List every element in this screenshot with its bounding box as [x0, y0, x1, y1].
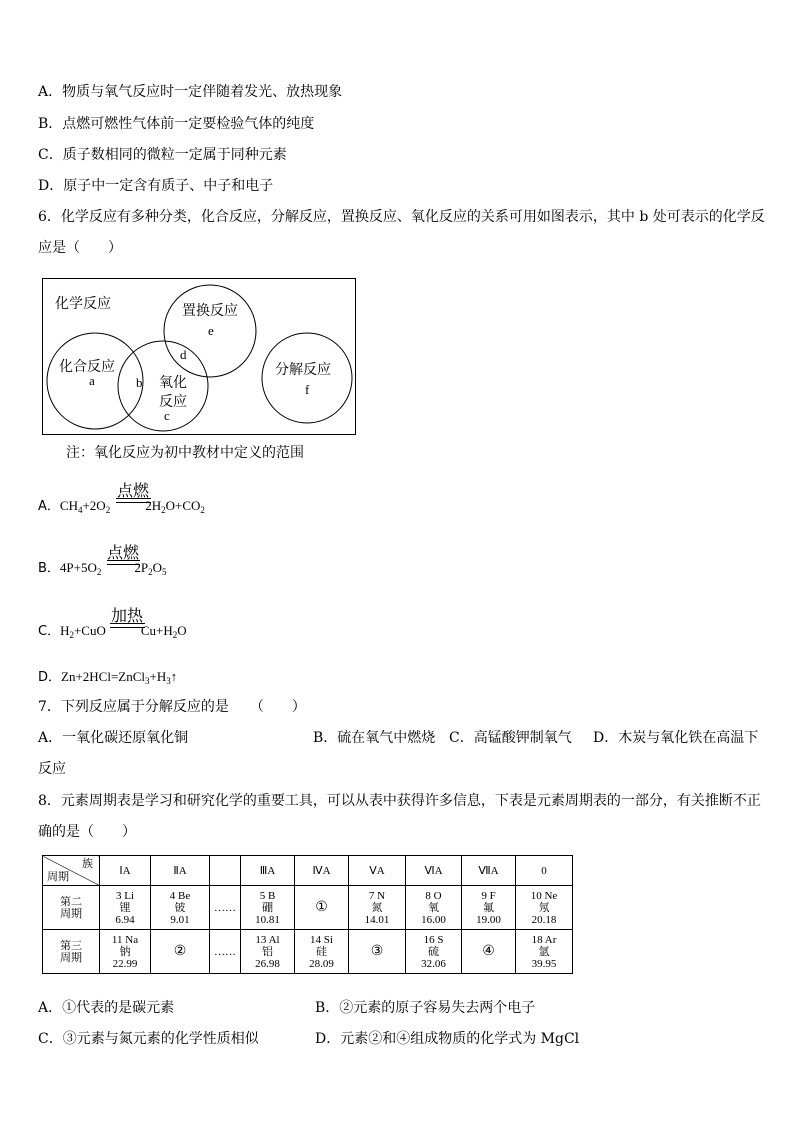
q6-stem-line2: 应是（ ）: [38, 240, 122, 256]
venn-combination-label: 化合反应: [59, 359, 115, 375]
pt-cell-al: 13 Al 铝 26.98: [241, 930, 295, 974]
venn-c: c: [164, 408, 170, 423]
pt-cell-ne: 10 Ne 氖 20.18: [516, 886, 573, 930]
pt-cell-unknown-4: ④: [462, 930, 516, 974]
pt-group-header: ⅥA: [406, 856, 462, 886]
venn-oxidation-label-2: 反应: [159, 394, 187, 410]
q6-c-equal-sign: [110, 623, 145, 628]
q6-option-d: D．$Zn+2HCl=ZnCl_3+H_3↑$: [38, 669, 178, 686]
pt-cell-unknown-2: ②: [151, 930, 210, 974]
q7-option-d-cont: 反应: [38, 761, 66, 777]
q8-option-d: D．元素②和④组成物质的化学式为 MgCl: [315, 1031, 580, 1047]
pt-cell-o: 8 O 氧 16.00: [406, 886, 462, 930]
q8-stem-line1: 8．元素周期表是学习和研究化学的重要工具，可以从表中获得许多信息，下表是元素周期表的一部分，有关推断不正: [38, 793, 761, 809]
periodic-table: [42, 855, 573, 974]
q6-option-a: A．$CH_4+2O_2$ $2H_2O+CO_2$: [38, 498, 205, 515]
q6-b-condition: 点燃: [107, 543, 140, 562]
pt-cell-b: 5 B 硼 10.81: [241, 886, 295, 930]
pt-corner-group: 族: [82, 858, 93, 870]
pt-cell-n: 7 N 氮 14.01: [349, 886, 406, 930]
pt-group-header: ⅤA: [349, 856, 406, 886]
pt-corner-period: 周期: [47, 871, 69, 883]
pt-cell-unknown-3: ③: [349, 930, 406, 974]
pt-group-header: ⅣA: [295, 856, 349, 886]
q6-option-b: B．$4P+5O_2$ $2P_2O_5$: [38, 560, 167, 577]
q7-stem: 7．下列反应属于分解反应的是 （ ）: [38, 699, 306, 715]
pt-period-label: 第三 周期: [43, 930, 100, 974]
q7-option-a: A．一氧化碳还原氧化铜: [38, 730, 189, 746]
pt-period-label: 第二 周期: [43, 886, 100, 930]
q6-a-condition: 点燃: [117, 481, 150, 500]
pt-cell-s: 16 S 硫 32.06: [406, 930, 462, 974]
venn-outer-label: 化学反应: [55, 296, 111, 312]
pt-header-row: [43, 856, 573, 886]
q6-b-equal-sign: [107, 560, 140, 565]
q7-option-d: D．木炭与氧化铁在高温下: [593, 730, 759, 746]
venn-e: e: [208, 323, 214, 338]
q8-stem-line2: 确的是（ ）: [38, 824, 136, 840]
q5-option-a: A．物质与氧气反应时一定伴随着发光、放热现象: [38, 84, 343, 100]
venn-f: f: [305, 382, 310, 397]
pt-row-period-3: [43, 930, 573, 974]
venn-oxidation-label-1: 氧化: [159, 375, 187, 391]
pt-cell-ellipsis: ……: [210, 886, 241, 930]
pt-group-header: 0: [516, 856, 573, 886]
venn-diagram: [42, 278, 356, 435]
q7-option-b: B．硫在氧气中燃烧: [313, 730, 436, 746]
venn-substitution-label: 置换反应: [182, 303, 238, 319]
pt-cell-ellipsis: ……: [210, 930, 241, 974]
venn-d: d: [180, 347, 187, 362]
q8-option-c: C．③元素与氮元素的化学性质相似: [38, 1031, 259, 1047]
pt-cell-unknown-1: ①: [295, 886, 349, 930]
pt-cell-na: 11 Na 钠 22.99: [100, 930, 151, 974]
venn-a: a: [89, 373, 95, 388]
q6-stem-line1: 6．化学反应有多种分类，化合反应，分解反应，置换反应、氧化反应的关系可用如图表示，其中 b 处可表示的化学反: [38, 209, 765, 225]
pt-cell-f: 9 F 氟 19.00: [462, 886, 516, 930]
pt-cell-be: 4 Be 铍 9.01: [151, 886, 210, 930]
pt-group-header: ⅡA: [151, 856, 210, 886]
pt-group-header: ⅢA: [241, 856, 295, 886]
venn-note: 注：氧化反应为初中教材中定义的范围: [66, 445, 304, 461]
pt-cell-li: 3 Li 锂 6.94: [100, 886, 151, 930]
q5-option-b: B．点燃可燃性气体前一定要检验气体的纯度: [38, 116, 315, 132]
pt-row-period-2: [43, 886, 573, 930]
pt-group-header: [210, 856, 241, 886]
pt-group-header: ⅠA: [100, 856, 151, 886]
venn-decomposition-label: 分解反应: [275, 362, 331, 378]
q6-a-equal-sign: [116, 498, 151, 503]
pt-group-header: ⅦA: [462, 856, 516, 886]
venn-b: b: [136, 375, 143, 390]
q8-option-a: A．①代表的是碳元素: [38, 1000, 175, 1016]
q5-option-c: C．质子数相同的微粒一定属于同种元素: [38, 147, 287, 163]
pt-cell-si: 14 Si 硅 28.09: [295, 930, 349, 974]
q5-option-d: D．原子中一定含有质子、中子和电子: [38, 178, 274, 194]
q6-option-c: C．$H_2+CuO$ $Cu+H_2O$: [38, 623, 187, 640]
q6-c-condition: 加热: [111, 606, 144, 625]
pt-cell-ar: 18 Ar 氩 39.95: [516, 930, 573, 974]
pt-corner-cell: [43, 856, 100, 886]
q8-option-b: B．②元素的原子容易失去两个电子: [315, 1000, 536, 1016]
q7-option-c: C．高锰酸钾制氧气: [449, 730, 572, 746]
